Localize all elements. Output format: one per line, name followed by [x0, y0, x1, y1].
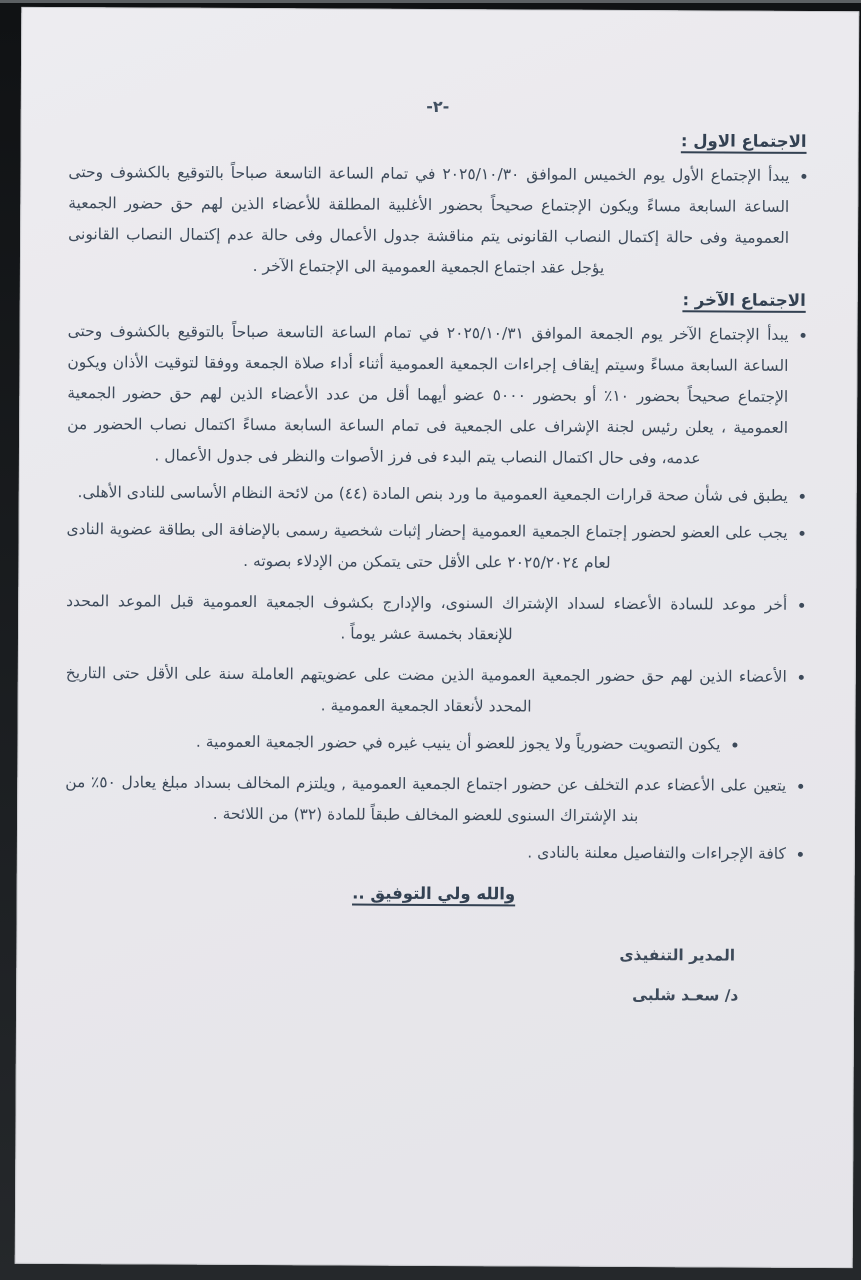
bullet-dot	[798, 852, 803, 857]
bullet-dot	[799, 675, 804, 680]
bullet-text: يتعين على الأعضاء عدم التخلف عن حضور اجتماع الجمعية العمومية , ويلتزم المخالف بسداد مبلغ يعادل ٥٠٪ من بند الإشتراك السنوى للعضو المخالف طبقاً للمادة (٣٢) من اللائحة .	[65, 773, 787, 826]
bullet-item-subscription-deadline	[66, 586, 804, 652]
signature-title: المدير التنفيذى	[619, 945, 736, 965]
bullet-item-article-44	[67, 477, 805, 512]
section-heading-first-meeting: الاجتماع الاول :	[680, 131, 807, 151]
bullet-item-details-at-club	[65, 835, 803, 870]
bullet-text: الأعضاء الذين لهم حق حضور الجمعية العمومية الذين مضت على عضويتهم العاملة سنة على الأقل حتى التاريخ المحدد لأنعقاد الجمعية العمومية .	[65, 664, 787, 716]
page-number: -٢-	[426, 96, 450, 117]
bullet-item-voting-in-person	[65, 726, 737, 761]
bullet-dot	[799, 603, 804, 608]
bullet-item-first-meeting	[68, 157, 807, 285]
bullet-dot	[801, 174, 806, 179]
bullet-dot	[798, 784, 803, 789]
bullet-item-membership-duration	[66, 658, 804, 724]
bullet-text: يكون التصويت حضورياً ولا يجوز للعضو أن ينيب غيره في حضور الجمعية العمومية .	[195, 732, 721, 754]
bullet-dot	[732, 743, 737, 748]
bullet-dot	[800, 531, 805, 536]
bullet-dot	[800, 494, 805, 499]
signature-name: د/ سعـد شلبى	[632, 986, 739, 1005]
bullet-text: يطبق فى شأن صحة قرارات الجمعية العمومية ما ورد بنص المادة (٤٤) من لائحة النظام الأساسى للنادى الأهلى.	[77, 483, 788, 505]
bullet-text: يبدأ الإجتماع الأول يوم الخميس الموافق ٢٠٢٥/١٠/٣٠ في تمام الساعة التاسعة صباحاً بالتوقيع بالكشوف وحتى الساعة السابعة مساءً ويكون الإجتماع صحيحاً بحضور الأغلبية المطلقة للأعضاء الذين لهم حق حضور الجمعية العمومية وفى حالة إكتمال النصاب القانونى يتم مناقشة جدول الأعمال وفى حالة عدم إكتمال النصاب القانونى يؤجل عقد اجتماع الجمعية العمومية الى الإجتماع الآخر .	[68, 163, 790, 277]
bullet-item-penalty-article-32	[65, 767, 803, 833]
bullet-item-second-meeting	[67, 316, 806, 475]
bullet-text: أخر موعد للسادة الأعضاء لسداد الإشتراك السنوى، والإدارج بكشوف الجمعية العمومية قبل الموعد المحدد للإنعقاد بخمسة عشر يوماً .	[66, 592, 788, 644]
bullet-dot	[801, 333, 806, 338]
signature-block	[64, 943, 802, 1005]
bullet-item-id-requirement	[66, 514, 804, 580]
bullet-text: يبدأ الإجتماع الآخر يوم الجمعة الموافق ٢٠٢٥/١٠/٣١ في تمام الساعة التاسعة صباحاً بالتوقيع بالكشوف وحتى الساعة السابعة مساءً وسيتم إيقاف إجراءات الجمعية العمومية أثناء أداء صلاة الجمعة ووفقا لتوقيت الأذان ويكون الإجتماع صحيحاً بحضور ١٠٪ أو بحضور ٥٠٠٠ عضو أيهما أقل من عدد الأعضاء الذين لهم حق حضور الجمعية العمومية ، يعلن رئيس لجنة الإشراف على الجمعية فى تمام الساعة السابعة مساءً اكتمال نصاب الحضور من عدمه، وفى حال اكتمال النصاب يتم البدء فى فرز الأصوات والنظر فى جدول الأعمال .	[67, 322, 789, 468]
bullet-text: كافة الإجراءات والتفاصيل معلنة بالنادى .	[527, 843, 786, 863]
bullet-text: يجب على العضو لحضور إجتماع الجمعية العمومية إحضار إثبات شخصية رسمى بالإضافة الى بطاقة عضوية النادى لعام ٢٠٢٥/٢٠٢٤ على الأقل حتى يتمكن من الإدلاء بصوته .	[66, 520, 788, 572]
section-heading-second-meeting: الاجتماع الآخر :	[682, 290, 806, 310]
document-page	[15, 7, 860, 1268]
closing-phrase: والله ولي التوفيق ..	[352, 883, 516, 904]
